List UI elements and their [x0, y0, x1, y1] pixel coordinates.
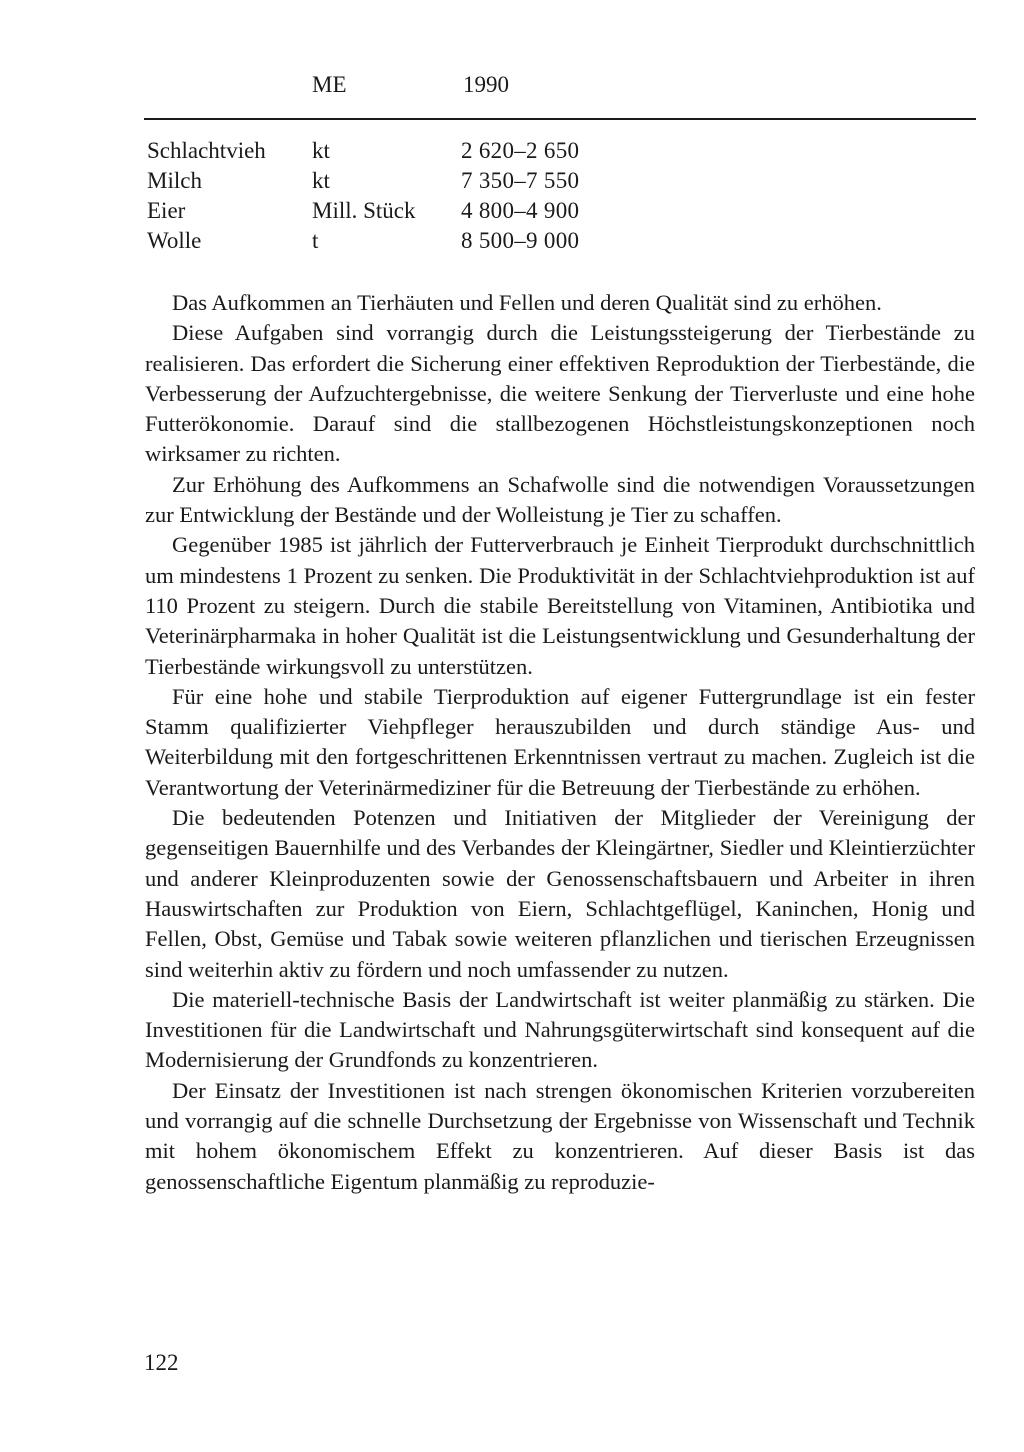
paragraph: Gegenüber 1985 ist jährlich der Futterverbrauch je Einheit Tierprodukt durchschnittlich um mindestens 1 Prozent zu senken. Die Produktivität in der Schlachtviehproduktion ist auf 110 Prozent zu steigern. Durch die stabile Bereitstellung von Vitaminen, Antibiotika und Veterinärpharmaka in hoher Qualität ist die Leistungsentwicklung und Gesunderhaltung der Tierbestände wirkungsvoll zu unterstützen. — [145, 532, 975, 679]
paragraph: Zur Erhöhung des Aufkommens an Schafwolle sind die notwendigen Voraussetzungen zur Entwicklung der Bestände und der Wolleistung je Tier zu schaffen. — [145, 471, 975, 528]
row-product: Eier — [147, 198, 186, 223]
row-value: 8 500–9 000 — [461, 228, 580, 253]
table-row — [0, 166, 1024, 196]
row-unit: Mill. Stück — [312, 198, 416, 223]
paragraph: Das Aufkommen an Tierhäuten und Fellen und deren Qualität sind zu erhöhen. — [172, 290, 882, 315]
table-row — [0, 196, 1024, 226]
row-value: 2 620–2 650 — [461, 138, 580, 163]
header-year: 1990 — [463, 72, 509, 97]
table-row — [0, 136, 1024, 166]
paragraph: Für eine hohe und stabile Tierproduktion auf eigener Futtergrundlage ist ein fester Stamm qualifizierter Viehpfleger herauszubilden und durch ständige Aus- und Weiterbildung mit den fortgeschrittenen Erkenntnissen vertraut zu machen. Zugleich ist die Verantwortung der Veterinärmediziner für die Betreuung der Tierbestände zu erhöhen. — [145, 683, 975, 800]
row-product: Schlachtvieh — [147, 138, 266, 163]
row-product: Milch — [147, 168, 202, 193]
paragraph: Der Einsatz der Investitionen ist nach strengen ökonomischen Kriterien vorzubereiten und vorrangig auf die schnelle Durchsetzung der Ergebnisse von Wissenschaft und Technik mit hohem ökonomischem Effekt zu konzentrieren. Auf dieser Basis ist das genossenschaftliche Eigentum planmäßig zu reproduzie- — [145, 1077, 975, 1194]
row-product: Wolle — [147, 228, 202, 253]
row-value: 4 800–4 900 — [461, 198, 580, 223]
table-row — [0, 226, 1024, 256]
header-unit: ME — [312, 72, 347, 97]
paragraph: Diese Aufgaben sind vorrangig durch die Leistungssteigerung der Tierbestände zu realisieren. Das erfordert die Sicherung einer effektiven Reproduktion der Tierbestände, die Verbesserung der Aufzuchtergebnisse, die weitere Senkung der Tierverluste und eine hohe Futterökonomie. Darauf sind die stallbezogenen Höchstleistungskonzeptionen noch wirksamer zu richten. — [145, 320, 975, 467]
table-body — [0, 136, 1024, 256]
row-unit: kt — [312, 138, 330, 163]
paragraph: Die materiell-technische Basis der Landwirtschaft ist weiter planmäßig zu stärken. Die Investitionen für die Landwirtschaft und Nahrungsgüterwirtschaft sind konsequent auf die Modernisierung der Grundfonds zu konzentrieren. — [145, 986, 975, 1073]
table-header — [0, 72, 1024, 106]
table-rule — [144, 118, 976, 120]
body-text — [145, 288, 975, 1197]
row-value: 7 350–7 550 — [461, 168, 580, 193]
row-unit: kt — [312, 168, 330, 193]
page-number: 122 — [144, 1350, 179, 1375]
row-unit: t — [312, 228, 319, 253]
paragraph: Die bedeutenden Potenzen und Initiativen der Mitglieder der Vereinigung der gegenseitigen Bauernhilfe und des Verbandes der Kleingärtner, Siedler und Kleintierzüchter und anderer Kleinproduzenten sowie der Genossenschaftsbauern und Arbeiter in ihren Hauswirtschaften zur Produktion von Eiern, Schlachtgeflügel, Kaninchen, Honig und Fellen, Obst, Gemüse und Tabak sowie weiteren pflanzlichen und tierischen Erzeugnissen sind weiterhin aktiv zu fördern und noch umfassender zu nutzen. — [145, 805, 975, 982]
